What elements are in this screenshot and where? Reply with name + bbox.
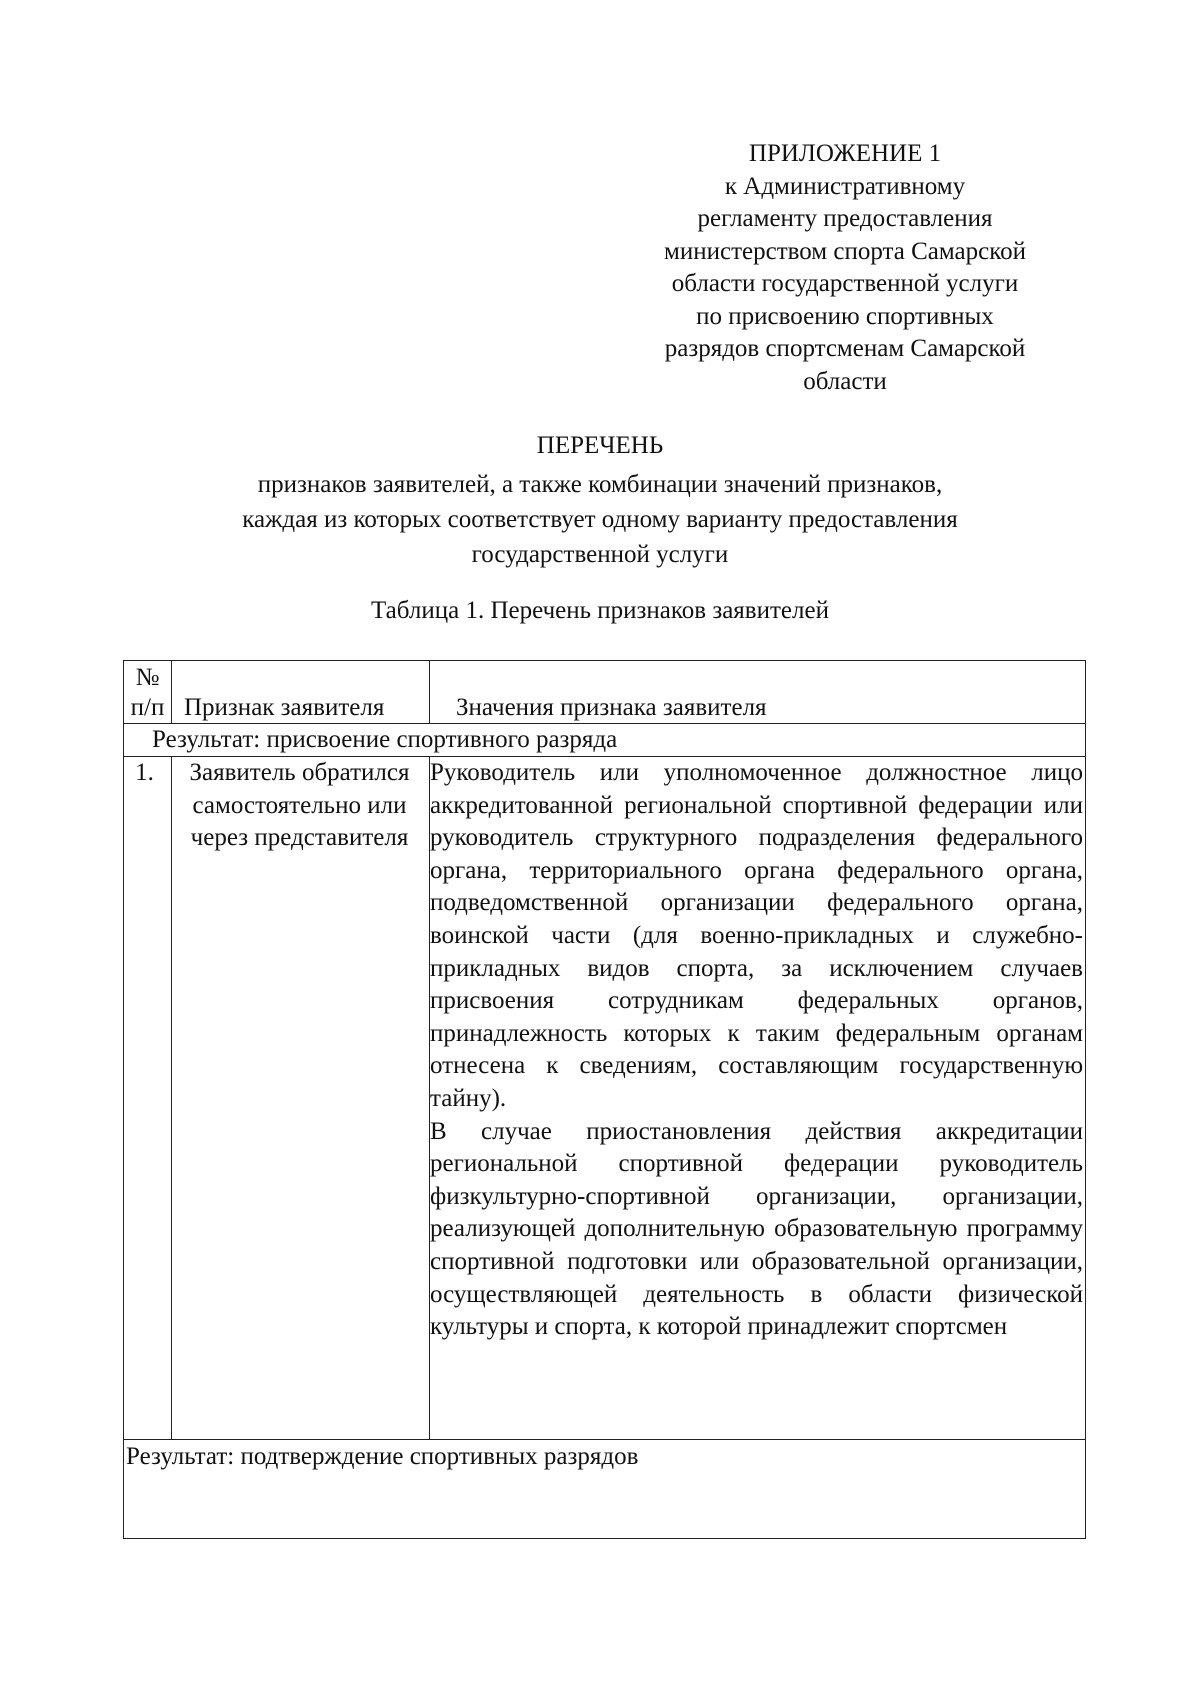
row-number: 1. <box>124 757 172 1440</box>
result-confirmation-text: Результат: подтверждение спортивных разрядов <box>124 1440 1086 1539</box>
appendix-line: по присвоению спортивных <box>696 302 994 330</box>
result-assignment-text: Результат: присвоение спортивного разряда <box>124 724 1086 757</box>
subtitle-line: государственной услуги <box>471 541 729 568</box>
header-num-abbr: п/п <box>130 694 165 721</box>
result-row-assignment <box>124 724 1086 757</box>
document-heading: ПЕРЕЧЕНЬ <box>536 432 664 459</box>
appendix-line: области <box>803 367 887 395</box>
table-row <box>124 757 1086 1440</box>
row-value-paragraph: В случае приостановления действия аккредитации региональной спортивной федерации руководитель физкультурно-спортивной организации, организации, реализующей дополнительную образовательную программу спортивной подготовки или образовательной организации, осуществляющей деятельность в области физической культуры и спорта, к которой принадлежит спортсмен <box>430 1117 1083 1341</box>
subtitle-line: признаков заявителей, а также комбинации значений признаков, <box>257 471 943 498</box>
appendix-line: министерством спорта Самарской <box>664 237 1026 265</box>
appendix-title: ПРИЛОЖЕНИЕ 1 <box>748 140 942 167</box>
table-header-row <box>124 661 1086 724</box>
appendix-line: области государственной услуги <box>671 270 1019 297</box>
row-values <box>430 757 1086 1440</box>
appendix-block <box>620 138 1070 398</box>
result-row-confirmation <box>124 1440 1086 1539</box>
table-caption: Таблица 1. Перечень признаков заявителей <box>371 597 829 624</box>
header-num-symbol: № <box>135 664 160 691</box>
row-value-paragraph: Руководитель или уполномоченное должностное лицо аккредитованной региональной спортивной федерации или руководитель структурного подразделения федерального органа, территориального органа федерального органа, подведомственной организации федерального органа, воинской части (для военно-прикладных и служебно-прикладных видов спорта, за исключением случаев присвоения сотрудникам федеральных органов, принадлежность которых к таким федеральным органам отнесена к сведениям, составляющим государственную тайну). <box>430 759 1083 1112</box>
appendix-line: регламенту предоставления <box>697 205 993 232</box>
header-attribute: Признак заявителя <box>172 661 430 724</box>
header-values: Значения признака заявителя <box>430 661 1086 724</box>
header-num <box>124 661 172 724</box>
appendix-line: разрядов спортсменам Самарской <box>664 335 1026 362</box>
appendix-line: к Административному <box>724 172 966 200</box>
document-subtitle <box>0 467 1200 572</box>
row-attribute: Заявитель обратился самостоятельно или через представителя <box>172 757 430 1440</box>
applicant-attributes-table <box>123 660 1086 1539</box>
subtitle-line: каждая из которых соответствует одному варианту предоставления <box>242 506 958 533</box>
